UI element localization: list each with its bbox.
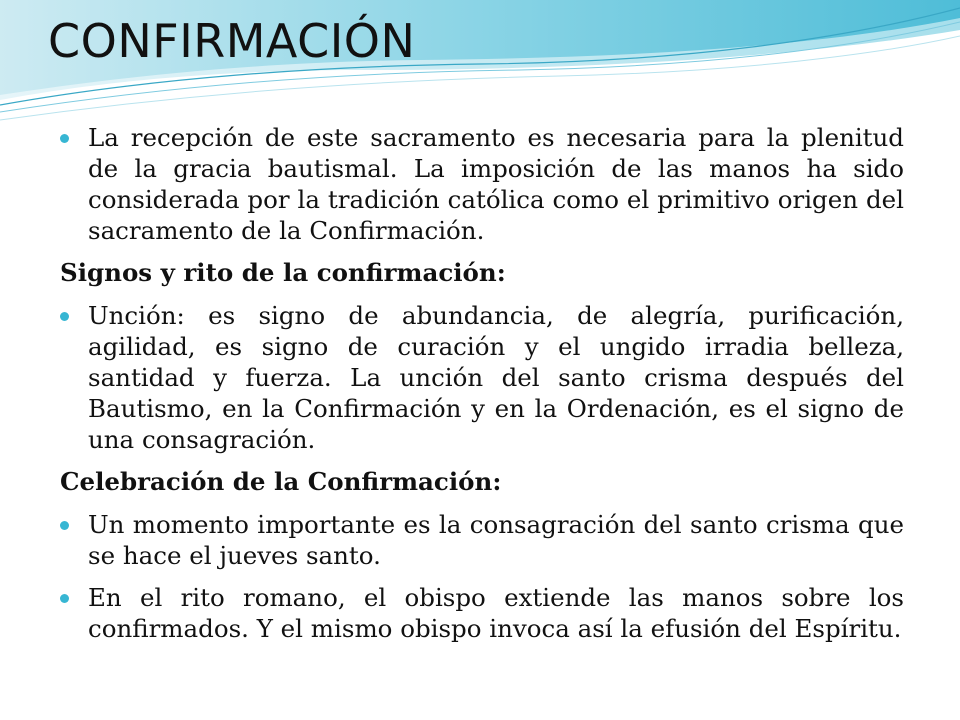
bullet-item (60, 582, 904, 644)
paragraph-uncion: Unción: es signo de abundancia, de alegría, purificación, agilidad, es signo de curación y el ungido irradia belleza, santidad y fuerza. La unción del santo crisma después del Bautismo, en la Confirmación y en la Ordenación, es el signo de una consagración. (88, 301, 904, 454)
bullet-icon (60, 134, 69, 143)
paragraph-reception: La recepción de este sacramento es necesaria para la plenitud de la gracia bautismal. La imposición de las manos ha sido considerada por la tradición católica como el primitivo origen del sacramento de la Confirmación. (88, 123, 904, 245)
paragraph-crisma: Un momento importante es la consagración del santo crisma que se hace el jueves santo. (88, 510, 904, 570)
bullet-icon (60, 312, 69, 321)
slide-body (60, 122, 904, 655)
bullet-item (60, 300, 904, 455)
slide-title: CONFIRMACIÓN (48, 14, 416, 68)
section-heading-signs: Signos y rito de la confirmación: (60, 258, 506, 287)
bullet-icon (60, 594, 69, 603)
bullet-item (60, 509, 904, 571)
bullet-icon (60, 521, 69, 530)
bullet-item (60, 122, 904, 246)
paragraph-rito-romano: En el rito romano, el obispo extiende las manos sobre los confirmados. Y el mismo obispo invoca así la efusión del Espíritu. (88, 583, 904, 643)
section-heading-celebration: Celebración de la Confirmación: (60, 467, 502, 496)
